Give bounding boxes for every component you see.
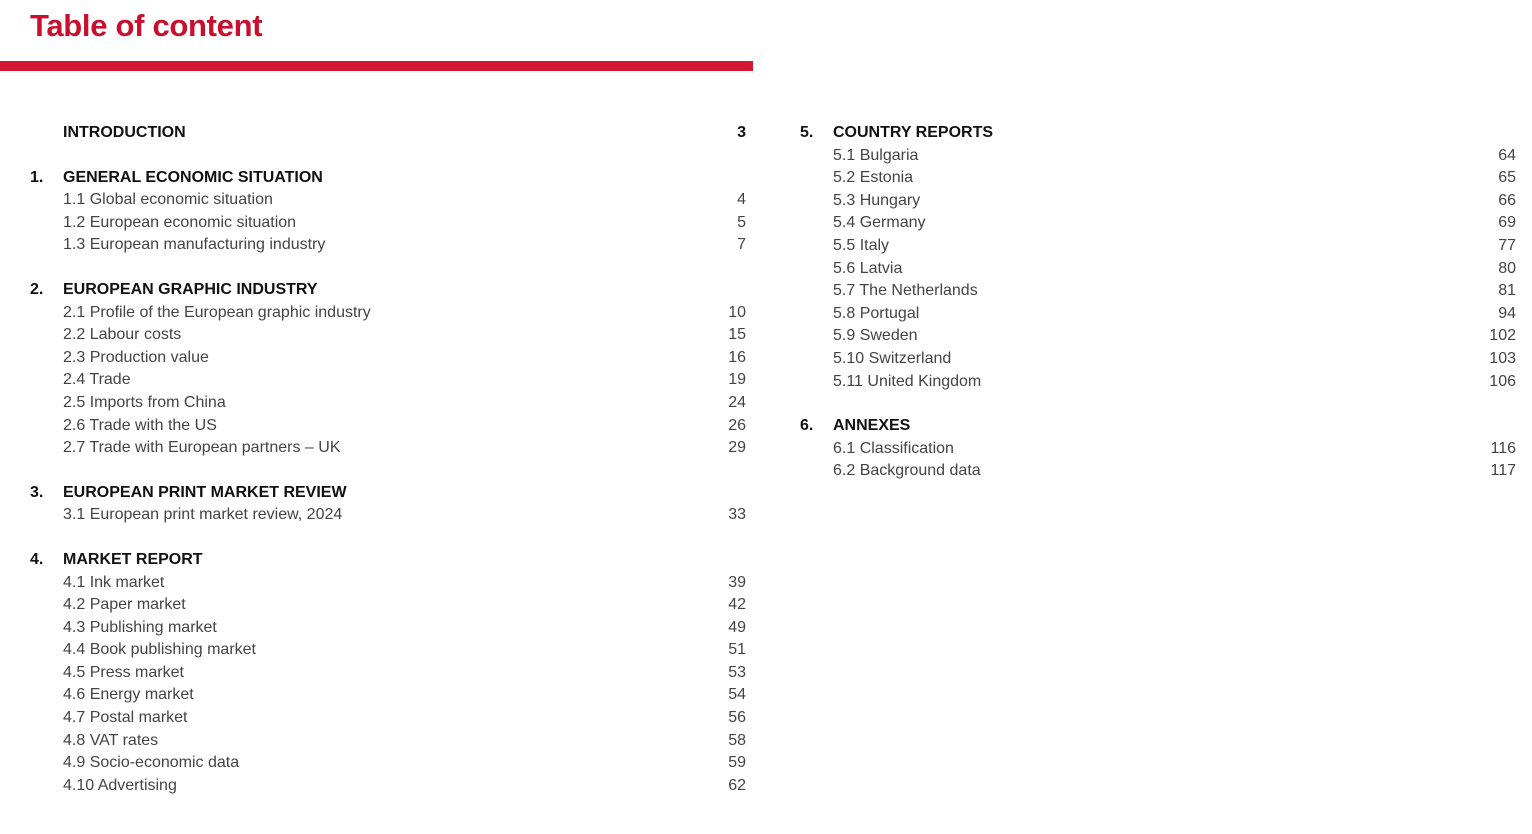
- entry-label: 2.6 Trade with the US: [63, 416, 217, 434]
- entry-page-number: 19: [728, 371, 746, 389]
- entry-label: 4.7 Postal market: [63, 709, 188, 727]
- entry-page-number: 4: [737, 191, 746, 209]
- toc-section: [30, 279, 746, 460]
- section-title: INTRODUCTION: [63, 124, 186, 141]
- toc-entry[interactable]: [30, 369, 746, 392]
- toc-entry[interactable]: [30, 572, 746, 595]
- entry-label: 5.7 The Netherlands: [833, 282, 978, 300]
- entry-page-number: 54: [728, 686, 746, 704]
- entry-label: 5.4 Germany: [833, 214, 926, 232]
- toc-section-heading[interactable]: [30, 279, 746, 302]
- section-page-number: 3: [737, 124, 746, 141]
- section-number: 1.: [30, 168, 44, 186]
- entry-page-number: 5: [737, 213, 746, 231]
- toc-entry[interactable]: [30, 684, 746, 707]
- entry-page-number: 103: [1489, 349, 1516, 367]
- entry-page-number: 64: [1498, 146, 1516, 164]
- entry-page-number: 53: [728, 663, 746, 681]
- toc-section-heading[interactable]: [30, 549, 746, 572]
- entry-label: 3.1 European print market review, 2024: [63, 506, 343, 524]
- toc-section: [30, 549, 746, 798]
- entry-label: 5.10 Switzerland: [833, 349, 952, 367]
- toc-entry[interactable]: [800, 460, 1516, 483]
- toc-entry[interactable]: [800, 235, 1516, 258]
- toc-entry[interactable]: [800, 190, 1516, 213]
- toc-entry[interactable]: [30, 617, 746, 640]
- toc-entry[interactable]: [800, 167, 1516, 190]
- toc-entry[interactable]: [30, 347, 746, 370]
- entry-label: 6.1 Classification: [833, 439, 954, 457]
- toc-left-column: [30, 122, 746, 819]
- entry-page-number: 58: [728, 731, 746, 749]
- entry-label: 5.9 Sweden: [833, 327, 918, 345]
- toc-entry[interactable]: [800, 145, 1516, 168]
- entry-page-number: 15: [728, 326, 746, 344]
- entry-label: 4.2 Paper market: [63, 596, 186, 614]
- entry-page-number: 26: [728, 416, 746, 434]
- entry-page-number: 10: [728, 303, 746, 321]
- toc-entry[interactable]: [30, 594, 746, 617]
- toc-entry[interactable]: [30, 662, 746, 685]
- entry-page-number: 116: [1490, 439, 1516, 457]
- entry-label: 6.2 Background data: [833, 462, 981, 480]
- toc-entry[interactable]: [800, 325, 1516, 348]
- toc-section: [30, 482, 746, 527]
- entry-label: 4.5 Press market: [63, 663, 184, 681]
- toc-section: [30, 167, 746, 257]
- entry-label: 4.10 Advertising: [63, 776, 177, 794]
- toc-entry[interactable]: [30, 504, 746, 527]
- toc-section: [30, 122, 746, 145]
- entry-page-number: 49: [728, 618, 746, 636]
- entry-label: 4.9 Socio-economic data: [63, 754, 240, 772]
- entry-label: 4.1 Ink market: [63, 573, 165, 591]
- entry-label: 5.1 Bulgaria: [833, 146, 919, 164]
- entry-page-number: 80: [1498, 259, 1516, 277]
- section-number: 5.: [800, 124, 814, 141]
- toc-entry[interactable]: [800, 438, 1516, 461]
- entry-label: 5.11 United Kingdom: [833, 372, 982, 390]
- toc-entry[interactable]: [30, 437, 746, 460]
- toc-entry[interactable]: [30, 212, 746, 235]
- toc-entry[interactable]: [30, 639, 746, 662]
- toc-section-heading[interactable]: [30, 482, 746, 505]
- entry-page-number: 39: [728, 573, 746, 591]
- toc-entry[interactable]: [30, 730, 746, 753]
- section-title: ANNEXES: [833, 417, 911, 435]
- toc-entry[interactable]: [30, 707, 746, 730]
- entry-label: 4.8 VAT rates: [63, 731, 159, 749]
- toc-entry[interactable]: [30, 189, 746, 212]
- entry-page-number: 16: [728, 348, 746, 366]
- toc-section-heading[interactable]: [800, 122, 1516, 145]
- toc-entry[interactable]: [30, 324, 746, 347]
- toc-entry[interactable]: [30, 415, 746, 438]
- page-title: Table of content: [30, 8, 263, 43]
- section-title: COUNTRY REPORTS: [833, 124, 994, 141]
- entry-page-number: 81: [1498, 282, 1516, 300]
- title-divider: [0, 61, 753, 71]
- toc-entry[interactable]: [800, 371, 1516, 394]
- toc-entry[interactable]: [800, 258, 1516, 281]
- entry-page-number: 7: [737, 236, 746, 254]
- entry-label: 4.3 Publishing market: [63, 618, 217, 636]
- toc-entry[interactable]: [30, 392, 746, 415]
- entry-page-number: 94: [1498, 304, 1516, 322]
- entry-page-number: 59: [728, 754, 746, 772]
- entry-label: 2.4 Trade: [63, 371, 131, 389]
- entry-label: 5.2 Estonia: [833, 169, 914, 187]
- entry-label: 5.3 Hungary: [833, 191, 921, 209]
- section-title: GENERAL ECONOMIC SITUATION: [63, 168, 323, 186]
- entry-page-number: 102: [1489, 327, 1516, 345]
- entry-label: 1.1 Global economic situation: [63, 191, 273, 209]
- entry-page-number: 56: [728, 709, 746, 727]
- toc-entry[interactable]: [30, 775, 746, 798]
- entry-label: 1.3 European manufacturing industry: [63, 236, 326, 254]
- entry-page-number: 65: [1498, 169, 1516, 187]
- entry-page-number: 24: [728, 393, 746, 411]
- toc-entry[interactable]: [800, 303, 1516, 326]
- entry-page-number: 29: [728, 439, 746, 457]
- section-number: 3.: [30, 483, 44, 501]
- section-title: MARKET REPORT: [63, 550, 203, 568]
- entry-label: 5.8 Portugal: [833, 304, 920, 322]
- entry-label: 1.2 European economic situation: [63, 213, 297, 231]
- entry-label: 2.5 Imports from China: [63, 393, 226, 411]
- entry-page-number: 117: [1490, 462, 1516, 480]
- entry-label: 5.6 Latvia: [833, 259, 903, 277]
- toc-entry[interactable]: [30, 234, 746, 257]
- toc-section: [800, 122, 1516, 393]
- toc-section-heading[interactable]: [30, 122, 746, 145]
- entry-label: 4.6 Energy market: [63, 686, 194, 704]
- entry-page-number: 62: [728, 776, 746, 794]
- toc-entry[interactable]: [800, 348, 1516, 371]
- entry-label: 2.1 Profile of the European graphic industry: [63, 303, 371, 321]
- entry-label: 4.4 Book publishing market: [63, 641, 256, 659]
- section-title: EUROPEAN GRAPHIC INDUSTRY: [63, 280, 318, 298]
- toc-entry[interactable]: [30, 752, 746, 775]
- entry-label: 5.5 Italy: [833, 236, 890, 254]
- entry-page-number: 69: [1498, 214, 1516, 232]
- section-number: 4.: [30, 550, 44, 568]
- section-number: 2.: [30, 280, 44, 298]
- entry-label: 2.3 Production value: [63, 348, 209, 366]
- entry-page-number: 66: [1498, 191, 1516, 209]
- entry-label: 2.7 Trade with European partners – UK: [63, 439, 341, 457]
- toc-section-heading[interactable]: [800, 415, 1516, 438]
- section-title: EUROPEAN PRINT MARKET REVIEW: [63, 483, 347, 501]
- toc-entry[interactable]: [800, 280, 1516, 303]
- section-number: 6.: [800, 417, 814, 435]
- toc-entry[interactable]: [800, 212, 1516, 235]
- entry-page-number: 42: [728, 596, 746, 614]
- entry-page-number: 51: [728, 641, 746, 659]
- toc-section: [800, 415, 1516, 483]
- entry-page-number: 77: [1498, 236, 1516, 254]
- entry-page-number: 33: [728, 506, 746, 524]
- entry-label: 2.2 Labour costs: [63, 326, 182, 344]
- toc-entry[interactable]: [30, 302, 746, 325]
- toc-section-heading[interactable]: [30, 167, 746, 190]
- toc-right-column: [800, 122, 1516, 505]
- entry-page-number: 106: [1489, 372, 1516, 390]
